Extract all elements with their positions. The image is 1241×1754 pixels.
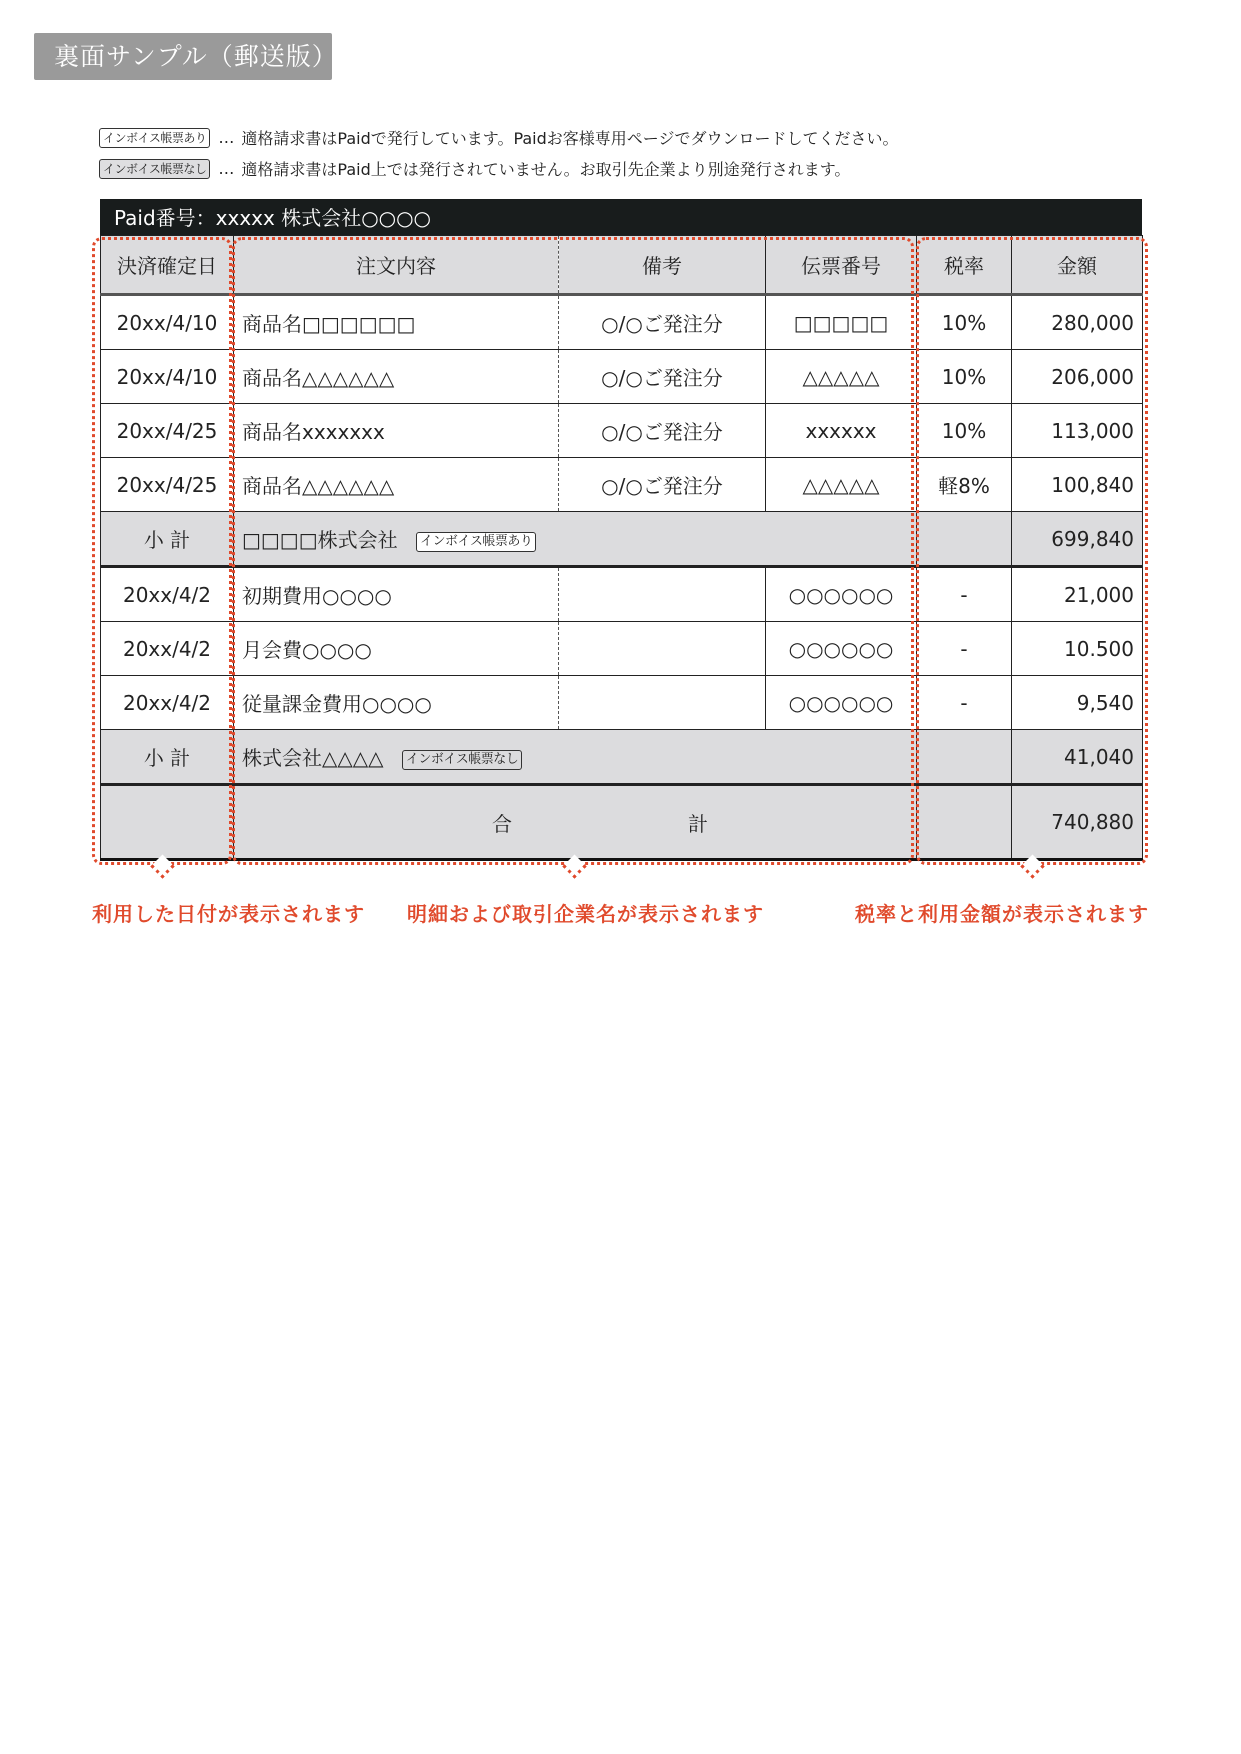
- row-slip: △△△△△: [766, 458, 917, 512]
- row-tax: 10%: [917, 404, 1012, 458]
- legend-text: 適格請求書はPaid上では発行されていません。お取引先企業より別途発行されます。: [241, 160, 851, 179]
- total-label-right: 計: [688, 811, 708, 836]
- row-date: 20xx/4/2: [101, 622, 234, 676]
- subtotal-amount: 41,040: [1012, 730, 1143, 785]
- row-date: 20xx/4/25: [101, 404, 234, 458]
- row-tax: 10%: [917, 350, 1012, 404]
- header-date: 決済確定日: [101, 236, 234, 295]
- row-note: ○/○ご発注分: [559, 350, 766, 404]
- row-slip: ○○○○○○: [766, 676, 917, 730]
- legend-invoice-no: [99, 157, 850, 180]
- row-slip: △△△△△: [766, 350, 917, 404]
- row-amount: 113,000: [1012, 404, 1143, 458]
- row-note: ○/○ご発注分: [559, 458, 766, 512]
- row-amount: 9,540: [1012, 676, 1143, 730]
- row-date: 20xx/4/10: [101, 295, 234, 350]
- row-content: 商品名□□□□□□: [234, 295, 559, 350]
- header-content: 注文内容: [234, 236, 559, 295]
- legend-dots: …: [218, 159, 236, 178]
- row-content: 月会費○○○○: [234, 622, 559, 676]
- paid-number-bar: Paid番号：xxxxx 株式会社○○○○: [100, 199, 1142, 235]
- tax-amount-column-bracket: [916, 237, 1148, 865]
- row-date: 20xx/4/25: [101, 458, 234, 512]
- row-tax: -: [917, 676, 1012, 730]
- invoice-no-badge: インボイス帳票なし: [99, 159, 210, 179]
- row-tax: -: [917, 622, 1012, 676]
- detail-caption: 明細および取引企業名が表示されます: [407, 902, 764, 926]
- subtotal-amount: 699,840: [1012, 512, 1143, 567]
- subtotal-label: 小 計: [101, 730, 234, 785]
- row-amount: 206,000: [1012, 350, 1143, 404]
- legend-invoice-yes: [99, 126, 898, 149]
- header-amount: 金額: [1012, 236, 1143, 295]
- row-slip: ○○○○○○: [766, 567, 917, 622]
- header-note: 備考: [559, 236, 766, 295]
- subtotal-label: 小 計: [101, 512, 234, 567]
- date-column-bracket: [92, 237, 232, 865]
- row-amount: 10.500: [1012, 622, 1143, 676]
- row-date: 20xx/4/2: [101, 567, 234, 622]
- total-label-left: 合: [492, 811, 512, 836]
- invoice-no-badge: インボイス帳票なし: [402, 750, 522, 770]
- subtotal-company: □□□□株式会社: [242, 528, 398, 552]
- header-tax: 税率: [917, 236, 1012, 295]
- row-content: 商品名△△△△△△: [234, 350, 559, 404]
- row-content: 従量課金費用○○○○: [234, 676, 559, 730]
- row-content: 商品名xxxxxxx: [234, 404, 559, 458]
- row-slip: xxxxxx: [766, 404, 917, 458]
- invoice-yes-badge: インボイス帳票あり: [99, 128, 210, 148]
- row-slip: ○○○○○○: [766, 622, 917, 676]
- row-note: ○/○ご発注分: [559, 295, 766, 350]
- row-amount: 100,840: [1012, 458, 1143, 512]
- legend-dots: …: [218, 128, 236, 147]
- row-content: 初期費用○○○○: [234, 567, 559, 622]
- invoice-yes-badge: インボイス帳票あり: [416, 532, 536, 552]
- total-amount: 740,880: [1012, 785, 1143, 860]
- tax-amount-caption: 税率と利用金額が表示されます: [855, 902, 1149, 926]
- detail-column-bracket: [232, 237, 914, 865]
- row-date: 20xx/4/2: [101, 676, 234, 730]
- row-tax: 10%: [917, 295, 1012, 350]
- subtotal-company: 株式会社△△△△: [242, 746, 384, 770]
- legend-text: 適格請求書はPaidで発行しています。Paidお客様専用ページでダウンロードしてください。: [241, 129, 899, 148]
- row-amount: 280,000: [1012, 295, 1143, 350]
- row-slip: □□□□□: [766, 295, 917, 350]
- row-tax: 軽8%: [917, 458, 1012, 512]
- header-slip: 伝票番号: [766, 236, 917, 295]
- row-note: ○/○ご発注分: [559, 404, 766, 458]
- page-title: 裏面サンプル（郵送版）: [34, 33, 332, 80]
- date-caption: 利用した日付が表示されます: [92, 902, 365, 926]
- row-amount: 21,000: [1012, 567, 1143, 622]
- row-date: 20xx/4/10: [101, 350, 234, 404]
- row-content: 商品名△△△△△△: [234, 458, 559, 512]
- row-tax: -: [917, 567, 1012, 622]
